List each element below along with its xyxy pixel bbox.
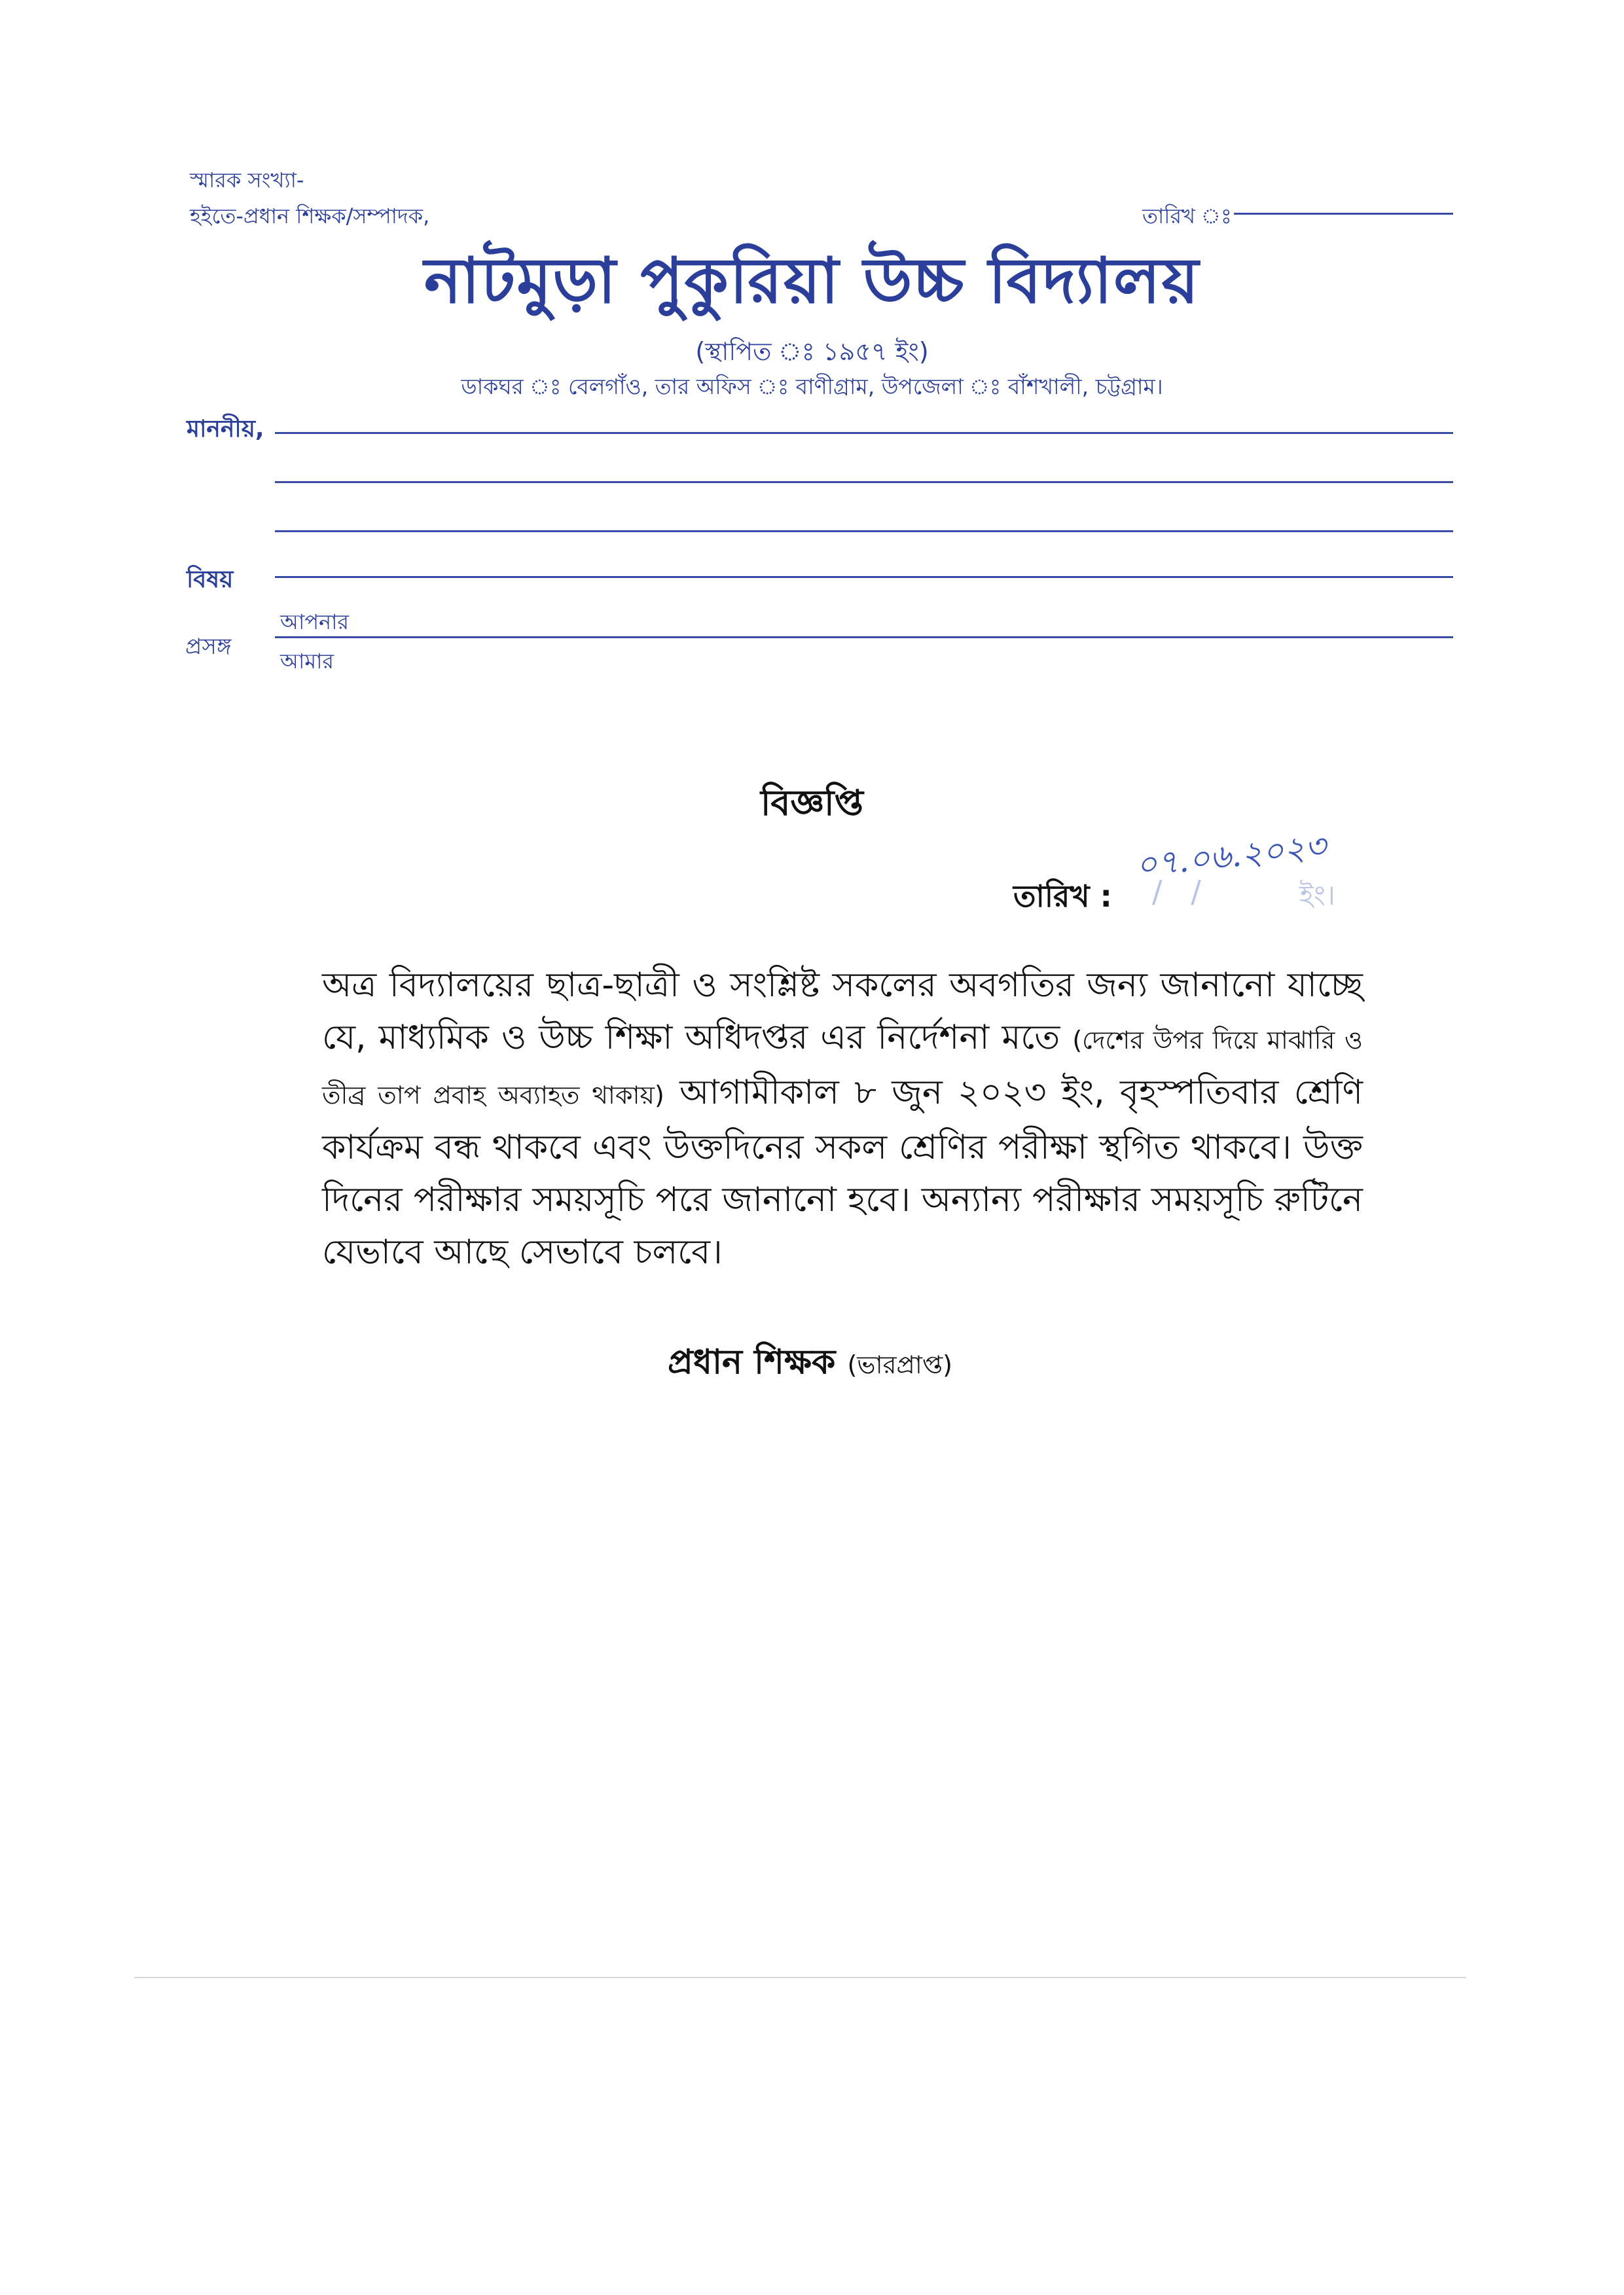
school-name: নাটমুড়া পুকুরিয়া উচ্চ বিদ্যালয় [424,244,1200,317]
signature-note: (ভারপ্রাপ্ত) [847,1350,952,1379]
date-blank-line [1234,213,1453,215]
address-line-2 [275,481,1453,483]
notice-body-part-2: আগামীকাল ৮ জুন ২০২৩ ইং, বৃহস্পতিবার শ্রেণি কার্যক্রম বন্ধ থাকবে এবং উক্তদিনের সকল শ্রেণির পরীক্ষা স্থগিত থাকবে। উক্ত দিনের পরীক্ষার সময়সূচি পরে জানানো হবে। অন্যান্য পরীক্ষার সময়সূচি রুটিনে যেভাবে আছে সেভাবে চলবে। [322,1073,1363,1272]
memo-number-label: স্মারক সংখ্যা- [190,168,304,192]
subject-label: বিষয় [187,566,234,593]
notice-date-label: তারিখ : [1013,878,1112,914]
date-suffix: ইং। [1299,879,1335,911]
date-slashes: / / [1152,874,1201,909]
notice-body [322,959,1363,1278]
reference-label: প্রসঙ্গ [185,634,232,660]
handwritten-date: ০৭.০৬.২০২৩ [1134,826,1328,885]
notice-body-part-1: অত্র বিদ্যালয়ের ছাত্র-ছাত্রী ও সংশ্লিষ্ট সকলের অবগতির জন্য জানানো যাচ্ছে যে, মাধ্যমিক ও উচ্চ শিক্ষা অধিদপ্তর এর নির্দেশনা মতে [322,966,1363,1057]
address-line-1 [275,432,1453,434]
bottom-divider [134,1977,1466,1978]
reference-line [275,636,1453,638]
letterhead-date-label: তারিখ ঃ [1142,204,1232,228]
reference-your-label: আপনার [280,609,350,634]
address-line-3 [275,530,1453,532]
signature-label: প্রধান শিক্ষক [668,1343,836,1382]
signature-title [668,1335,952,1392]
honorable-label: মাননীয়, [187,416,264,443]
school-address: ডাকঘর ঃ বেলগাঁও, তার অফিস ঃ বাণীগ্রাম, উপজেলা ঃ বাঁশখালী, চট্টগ্রাম। [461,374,1163,399]
subject-line [275,576,1453,578]
sender-label: হইতে-প্রধান শিক্ষক/সম্পাদক, [190,204,430,228]
reference-my-label: আমার [280,649,334,674]
notice-body-reason: (দেশের উপর দিয়ে মাঝারি ও তীব্র তাপ প্রবাহ অব্যাহত থাকায়) [322,1026,1363,1110]
established-year: (স্থাপিত ঃ ১৯৫৭ ইং) [695,337,929,366]
notice-title: বিজ্ঞপ্তি [760,782,863,823]
